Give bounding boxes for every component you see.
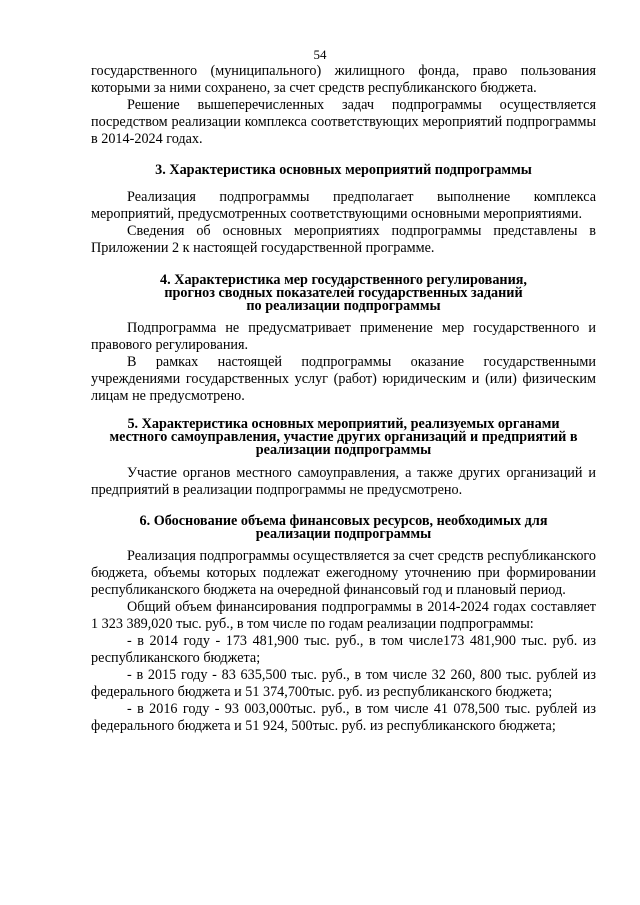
section-5-paragraph-1: Участие органов местного самоуправления, а также других организаций и предприятий в реализации подпрограммы не предусмотрено. <box>91 465 596 498</box>
section-3-paragraph-1: Реализация подпрограммы предполагает выполнение комплекса мероприятий, предусмотренных соответствующими основными мероприятиями. <box>91 189 596 222</box>
section-6-title-line-1: 6. Обоснование объема финансовых ресурсов, необходимых для <box>139 513 548 529</box>
page-number: 54 <box>313 47 327 62</box>
section-3-paragraph-2: Сведения об основных мероприятиях подпрограммы представлены в Приложении 2 к настоящей государственной программе. <box>91 223 596 256</box>
funding-2015: - в 2015 году - 83 635,500 тыс. руб., в том числе 32 260, 800 тыс. рублей из федерального бюджета и 51 374,700тыс. руб. из республиканского бюджета; <box>91 667 596 700</box>
section-4-paragraph-1: Подпрограмма не предусматривает применение мер государственного и правового регулирования. <box>91 320 596 353</box>
section-6-paragraph-2: Общий объем финансирования подпрограммы в 2014-2024 годах составляет 1 323 389,020 тыс. руб., в том числе по годам реализации подпрограммы: <box>91 599 596 632</box>
section-5-title-line-2: местного самоуправления, участие других организаций и предприятий в <box>109 429 578 445</box>
section-6-title-line-2: реализации подпрограммы <box>255 526 432 542</box>
section-4-title-line-1: 4. Характеристика мер государственного регулирования, <box>160 272 527 288</box>
section-6-paragraph-1: Реализация подпрограммы осуществляется за счет средств республиканского бюджета, объемы которых подлежат ежегодному уточнению при формировании республиканского бюджета на очередной финансовый год и плановый период. <box>91 548 596 598</box>
funding-2014: - в 2014 году - 173 481,900 тыс. руб., в том числе173 481,900 тыс. руб. из республиканского бюджета; <box>91 633 596 666</box>
section-4-paragraph-2: В рамках настоящей подпрограммы оказание государственными учреждениями государственных услуг (работ) юридическим и (или) физическим лицам не предусмотрено. <box>91 354 596 404</box>
section-4-title-line-2: прогноз сводных показателей государственных заданий <box>164 285 523 301</box>
section-5-title-line-1: 5. Характеристика основных мероприятий, реализуемых органами <box>127 416 560 432</box>
section-4-title <box>91 274 596 313</box>
section-4-title-line-3: по реализации подпрограммы <box>246 298 441 314</box>
intro-paragraph-2: Решение вышеперечисленных задач подпрограммы осуществляется посредством реализации комплекса соответствующих мероприятий подпрограммы в 2014-2024 годах. <box>91 97 596 147</box>
section-5-title <box>91 418 596 457</box>
funding-2016: - в 2016 году - 93 003,000тыс. руб., в том числе 41 078,500 тыс. рублей из федерального бюджета и 51 924, 500тыс. руб. из республиканского бюджета; <box>91 701 596 734</box>
section-5-title-line-3: реализации подпрограммы <box>255 442 432 458</box>
intro-paragraph-1: государственного (муниципального) жилищного фонда, право пользования которыми за ними сохранено, за счет средств республиканского бюджета. <box>91 63 596 96</box>
document-body <box>91 63 596 735</box>
section-6-title <box>91 515 596 541</box>
section-3-title: 3. Характеристика основных мероприятий подпрограммы <box>155 162 532 178</box>
